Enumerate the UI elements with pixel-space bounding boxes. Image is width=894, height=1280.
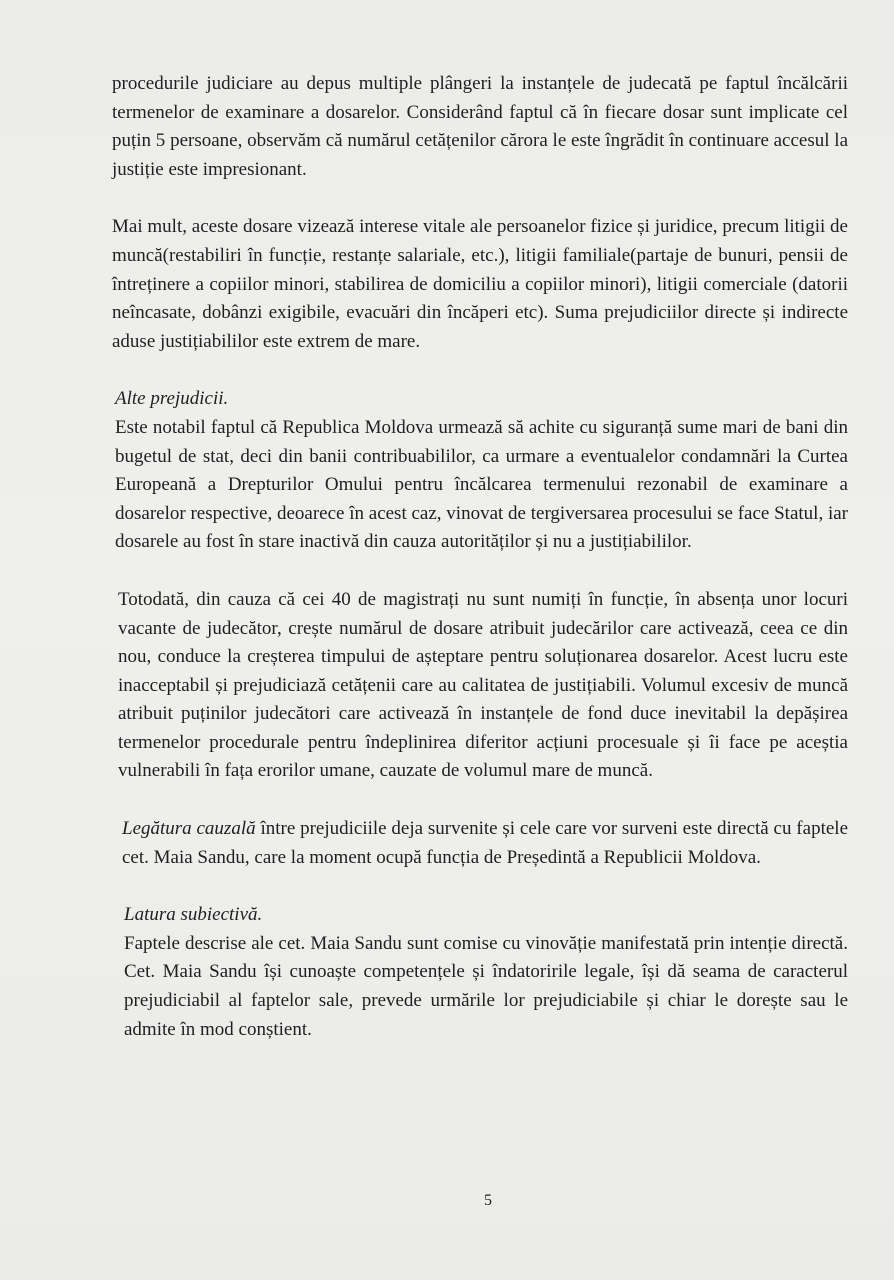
paragraph-1: procedurile judiciare au depus multiple plângeri la instanțele de judecată pe faptul încălcării termenelor de examinare a dosarelor. Considerând faptul că în fiecare dosar sunt implicate cel puțin 5 persoane, observăm că numărul cetățenilor cărora le este îngrădit în continuare accesul la justiție este impresionant. (112, 73, 848, 180)
legatura-cauzala-term: Legătura cauzală (122, 818, 256, 840)
paragraph-block-5 (122, 815, 848, 872)
paragraph-6: Faptele descrise ale cet. Maia Sandu sunt comise cu vinovăție manifestată prin intenție directă. Cet. Maia Sandu își cunoaște competențele și îndatoririle legale, își dă seama de caracterul prejudiciabil al faptelor sale, prevede urmările lor prejudiciabile și chiar le dorește sau le admite în mod conștient. (124, 932, 848, 1040)
paragraph-5-text: între prejudiciile deja survenite și cele care vor surveni este directă cu faptele cet. Maia Sandu, care la moment ocupă funcția de Președintă a Republicii Moldova. (122, 818, 848, 868)
paragraph-5 (122, 815, 848, 872)
section-latura-subiectiva (124, 901, 848, 1044)
paragraph-3: Este notabil faptul că Republica Moldova urmează să achite cu siguranță sume mari de bani din bugetul de stat, deci din banii contribuabililor, ca urmare a eventualelor condamnări la Curtea Europeană a Drepturilor Omului pentru încălcarea termenului rezonabil de examinare a dosarelor respective, deoarece în acest caz, vinovat de tergiversarea procesului se face Statul, iar dosarele au fost în stare inactivă din cauza autorităților și nu a justițiabililor. (115, 416, 848, 553)
page-number: 5 (484, 1192, 492, 1209)
paragraph-block-1 (112, 70, 848, 184)
heading-latura-subiectiva: Latura subiectivă. (124, 904, 263, 926)
paragraph-2: Mai mult, aceste dosare vizează interese vitale ale persoanelor fizice și juridice, precum litigii de muncă(restabiliri în funcție, restanțe salariale, etc.), litigii familiale(partaje de bunuri, pensii de întreținere a copiilor minori, stabilirea de domiciliu a copiilor minori), litigii comerciale (datorii neîncasate, dobânzi exigibile, evacuări din încăperi etc). Suma prejudiciilor directe și indirecte aduse justițiabililor este extrem de mare. (112, 216, 848, 352)
section-alte-prejudicii (115, 385, 848, 557)
paragraph-block-4 (118, 586, 848, 786)
heading-alte-prejudicii: Alte prejudicii. (115, 388, 229, 410)
paragraph-block-2 (112, 213, 848, 356)
paragraph-4: Totodată, din cauza că cei 40 de magistrați nu sunt numiți în funcție, în absența unor locuri vacante de judecător, crește numărul de dosare atribuit judecărilor care activează, ceea ce din nou, conduce la creșterea timpului de așteptare pentru soluționarea dosarelor. Acest lucru este inacceptabil și prejudiciază cetățenii care au calitatea de justițiabili. Volumul excesiv de muncă atribuit puținilor judecători care activează în instanțele de fond duce inevitabil la depășirea termenelor procedurale pentru îndeplinirea diferitor acțiuni procesuale și îi face pe aceștia vulnerabili în fața erorilor umane, cauzate de volumul mare de muncă. (118, 588, 848, 782)
